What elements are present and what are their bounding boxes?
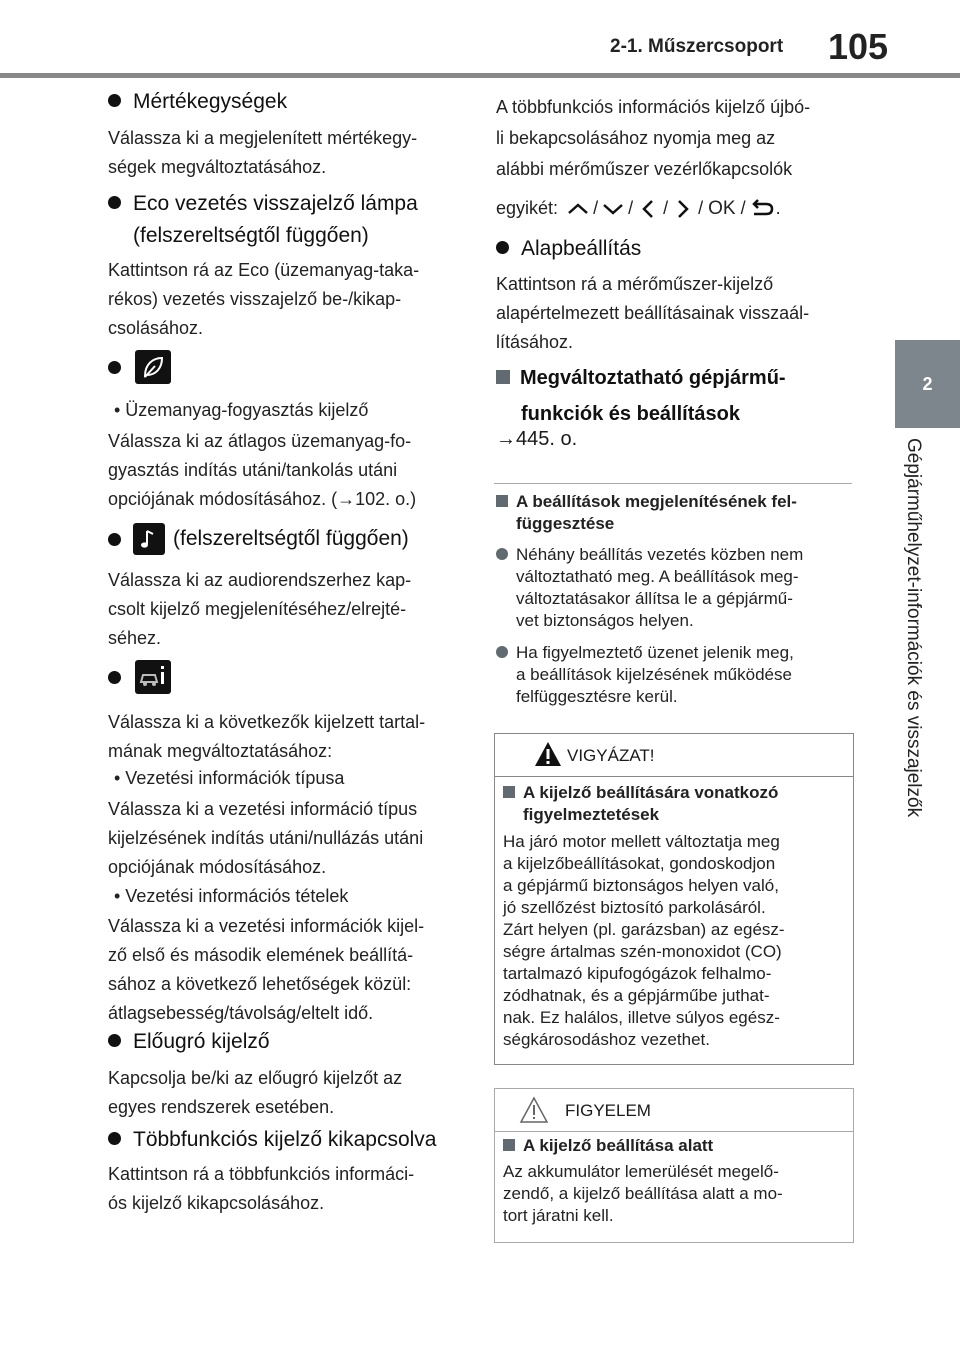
ok-label: OK	[708, 198, 736, 219]
bullet-dot	[496, 241, 509, 254]
intro-text	[496, 92, 810, 185]
divider	[494, 483, 852, 484]
mfd-off-heading-text: Többfunkciós kijelző kikapcsolva	[133, 1128, 437, 1151]
text-line: Néhány beállítás vezetés közben nem	[516, 545, 804, 564]
custom-page-ref: →445. o.	[496, 428, 578, 450]
square-marker	[496, 495, 508, 507]
bullet-dot	[108, 196, 121, 209]
notice-box	[494, 1088, 854, 1243]
egyiket-label: egyikét:	[496, 198, 559, 218]
up-arrow-icon	[563, 198, 593, 220]
custom-heading-line: funkciók és beállítások	[521, 403, 740, 425]
text-line: alábbi mérőműszer vezérlőkapcsolók	[496, 159, 793, 179]
text-line: kijelzésének indítás utáni/nullázás utáni	[108, 828, 424, 848]
reset-heading-text: Alapbeállítás	[521, 237, 642, 260]
notice-subheading	[503, 1135, 713, 1157]
notice-title: FIGYELEM	[565, 1101, 651, 1120]
notice-header	[495, 1089, 853, 1132]
audio-text	[108, 566, 411, 653]
warning-subheading	[503, 782, 778, 826]
drive-text-3	[108, 912, 424, 1028]
custom-heading-line: Megváltoztatható gépjármű-	[520, 367, 786, 389]
text-line: A többfunkciós információs kijelző újbó-	[496, 97, 811, 117]
custom-heading	[496, 360, 786, 432]
text-line: mának megváltoztatásához:	[108, 741, 333, 761]
warning-header	[495, 734, 853, 777]
text-line: Kattintson rá az Eco (üzemanyag-taka-	[108, 260, 420, 280]
popup-heading-text: Előugró kijelző	[133, 1030, 270, 1053]
drive-text-2	[108, 795, 423, 882]
drive-bullet-items: • Vezetési információs tételek	[114, 886, 349, 906]
fuel-heading	[108, 350, 171, 384]
text-line: Válassza ki a vezetési információ típus	[108, 799, 418, 819]
audio-heading	[108, 523, 409, 555]
music-note-icon	[133, 523, 165, 555]
text-line: opciójának módosításához. (→102. o.)	[108, 489, 417, 509]
bullet-dot	[496, 548, 508, 560]
reset-heading	[496, 237, 641, 261]
text-line: egyes rendszerek esetében.	[108, 1097, 335, 1117]
text-line: jó szellőzést biztosító parkolásáról.	[503, 898, 766, 917]
drive-bullet-type: • Vezetési információk típusa	[114, 768, 345, 788]
eco-heading	[108, 188, 418, 252]
text-line: felfüggesztésre kerül.	[516, 687, 678, 706]
text-line: vet biztonságos helyen.	[516, 611, 694, 630]
square-marker	[503, 1139, 515, 1151]
chapter-title-vertical	[902, 438, 934, 858]
header-rule	[0, 73, 960, 78]
units-heading-text: Mértékegységek	[133, 90, 288, 113]
text-line: Kapcsolja be/ki az előugró kijelzőt az	[108, 1068, 403, 1088]
text-line: változtatható meg. A beállítások meg-	[516, 567, 799, 586]
text-line: lításához.	[496, 332, 574, 352]
square-marker	[496, 370, 510, 384]
eco-heading-line: Eco vezetés visszajelző lámpa	[133, 192, 418, 215]
text-line: Zárt helyen (pl. garázsban) az egész-	[503, 920, 785, 939]
suspend-heading	[496, 491, 797, 535]
text-line: Válassza ki a következők kijelzett tartal-	[108, 712, 426, 732]
eco-heading-line: (felszereltségtől függően)	[133, 224, 369, 247]
text-line: A kijelző beállítására vonatkozó	[523, 783, 779, 802]
text-line: tartalmazó kipufogógázok felhalmo-	[503, 964, 772, 983]
text-line: a kijelzőbeállításokat, gondoskodjon	[503, 854, 776, 873]
text-line: Az akkumulátor lemerülését megelő-	[503, 1162, 779, 1181]
text-line: tort járatni kell.	[503, 1206, 614, 1225]
text-line: Válassza ki az átlagos üzemanyag-fo-	[108, 431, 412, 451]
bullet-dot	[108, 1132, 121, 1145]
text-line: ós kijelző kikapcsolásához.	[108, 1193, 325, 1213]
section-title: 2-1. Műszercsoport	[610, 36, 784, 57]
warning-title: VIGYÁZAT!	[567, 746, 655, 765]
text-line: séhez.	[108, 628, 162, 648]
bullet-dot	[496, 646, 508, 658]
bullet-dot	[108, 533, 121, 546]
bullet-dot	[108, 361, 121, 374]
caution-triangle-icon	[519, 1096, 549, 1124]
text-line: Ha figyelmeztető üzenet jelenik meg,	[516, 643, 794, 662]
bullet-dot	[108, 671, 121, 684]
text-line: Válassza ki a megjelenített mértékegy-	[108, 128, 418, 148]
chapter-title: Gépjárműhelyzet-információk és visszajelzők	[903, 438, 924, 818]
text-line: rékos) vezetés visszajelző be-/kikap-	[108, 289, 402, 309]
eco-leaf-icon	[135, 350, 171, 384]
text-line: li bekapcsolásához nyomja meg az	[496, 128, 776, 148]
text-line: opciójának módosításához.	[108, 857, 327, 877]
fuel-bullet: • Üzemanyag-fogyasztás kijelző	[114, 400, 369, 420]
bullet-dot	[108, 1034, 121, 1047]
warning-box	[494, 733, 854, 1065]
left-arrow-icon	[638, 198, 658, 220]
text-line: csolt kijelző megjelenítéséhez/elrejté-	[108, 599, 407, 619]
square-marker	[503, 786, 515, 798]
text-line: alapértelmezett beállításainak visszaál-	[496, 303, 810, 323]
suspend-heading-line: A beállítások megjelenítésének fel-	[516, 492, 797, 511]
text-line: átlagsebesség/távolság/eltelt idő.	[108, 1003, 374, 1023]
units-heading	[108, 90, 287, 114]
text-line: Ha járó motor mellett változtatja meg	[503, 832, 780, 851]
back-arrow-icon	[746, 198, 776, 220]
text-line: gyasztás indítás utáni/tankolás utáni	[108, 460, 398, 480]
bullet-dot	[108, 94, 121, 107]
text-line: nak. Ez halálos, illetve súlyos egész-	[503, 1008, 780, 1027]
text-line: A kijelző beállítása alatt	[523, 1136, 714, 1155]
page-number: 105	[828, 26, 889, 67]
text-line: figyelmeztetések	[523, 805, 660, 824]
text-line: a beállítások kijelzésének működése	[516, 665, 792, 684]
down-arrow-icon	[598, 198, 628, 220]
text-line: ségkárosodáshoz vezethet.	[503, 1030, 710, 1049]
suspend-heading-line: függesztése	[516, 514, 615, 533]
text-line: Válassza ki a vezetési információk kijel-	[108, 916, 425, 936]
notice-text	[503, 1161, 783, 1227]
text-line: ző első és második elemének beállítá-	[108, 945, 414, 965]
suspend-bullet-1	[496, 544, 803, 632]
text-line: csolásához.	[108, 318, 204, 338]
text-line: a gépjármű biztonságos helyen való,	[503, 876, 779, 895]
text-line: változtatásakor állítsa le a gépjármű-	[516, 589, 793, 608]
suspend-bullet-2	[496, 642, 794, 708]
mfd-off-text	[108, 1160, 414, 1218]
text-line: zendő, a kijelző beállítása alatt a mo-	[503, 1184, 783, 1203]
text-line: sához a következő lehetőségek közül:	[108, 974, 412, 994]
reset-text	[496, 270, 809, 357]
warning-text	[503, 831, 785, 1051]
fuel-text	[108, 427, 416, 514]
popup-text	[108, 1064, 402, 1122]
drive-info-heading	[108, 660, 171, 694]
popup-heading	[108, 1030, 270, 1054]
units-text	[108, 124, 417, 182]
car-info-icon	[135, 660, 171, 694]
text-line: Kattintson rá a mérőműszer-kijelző	[496, 274, 774, 294]
drive-text	[108, 708, 425, 766]
chapter-tab: 2	[895, 340, 960, 428]
text-line: Válassza ki az audiorendszerhez kap-	[108, 570, 412, 590]
right-arrow-icon	[673, 198, 693, 220]
eco-text	[108, 256, 419, 343]
mfd-off-heading	[108, 1128, 436, 1152]
text-line: ségek megváltoztatásához.	[108, 157, 327, 177]
text-line: zódhatnak, és a gépjárműbe juthat-	[503, 986, 770, 1005]
control-switches-line: egyikét: / / / / OK / .	[496, 198, 781, 219]
text-line: Kattintson rá a többfunkciós informáci-	[108, 1164, 415, 1184]
warning-triangle-icon	[533, 740, 563, 768]
audio-heading-text: (felszereltségtől függően)	[173, 527, 409, 550]
text-line: ségre ártalmas szén-monoxidot (CO)	[503, 942, 782, 961]
